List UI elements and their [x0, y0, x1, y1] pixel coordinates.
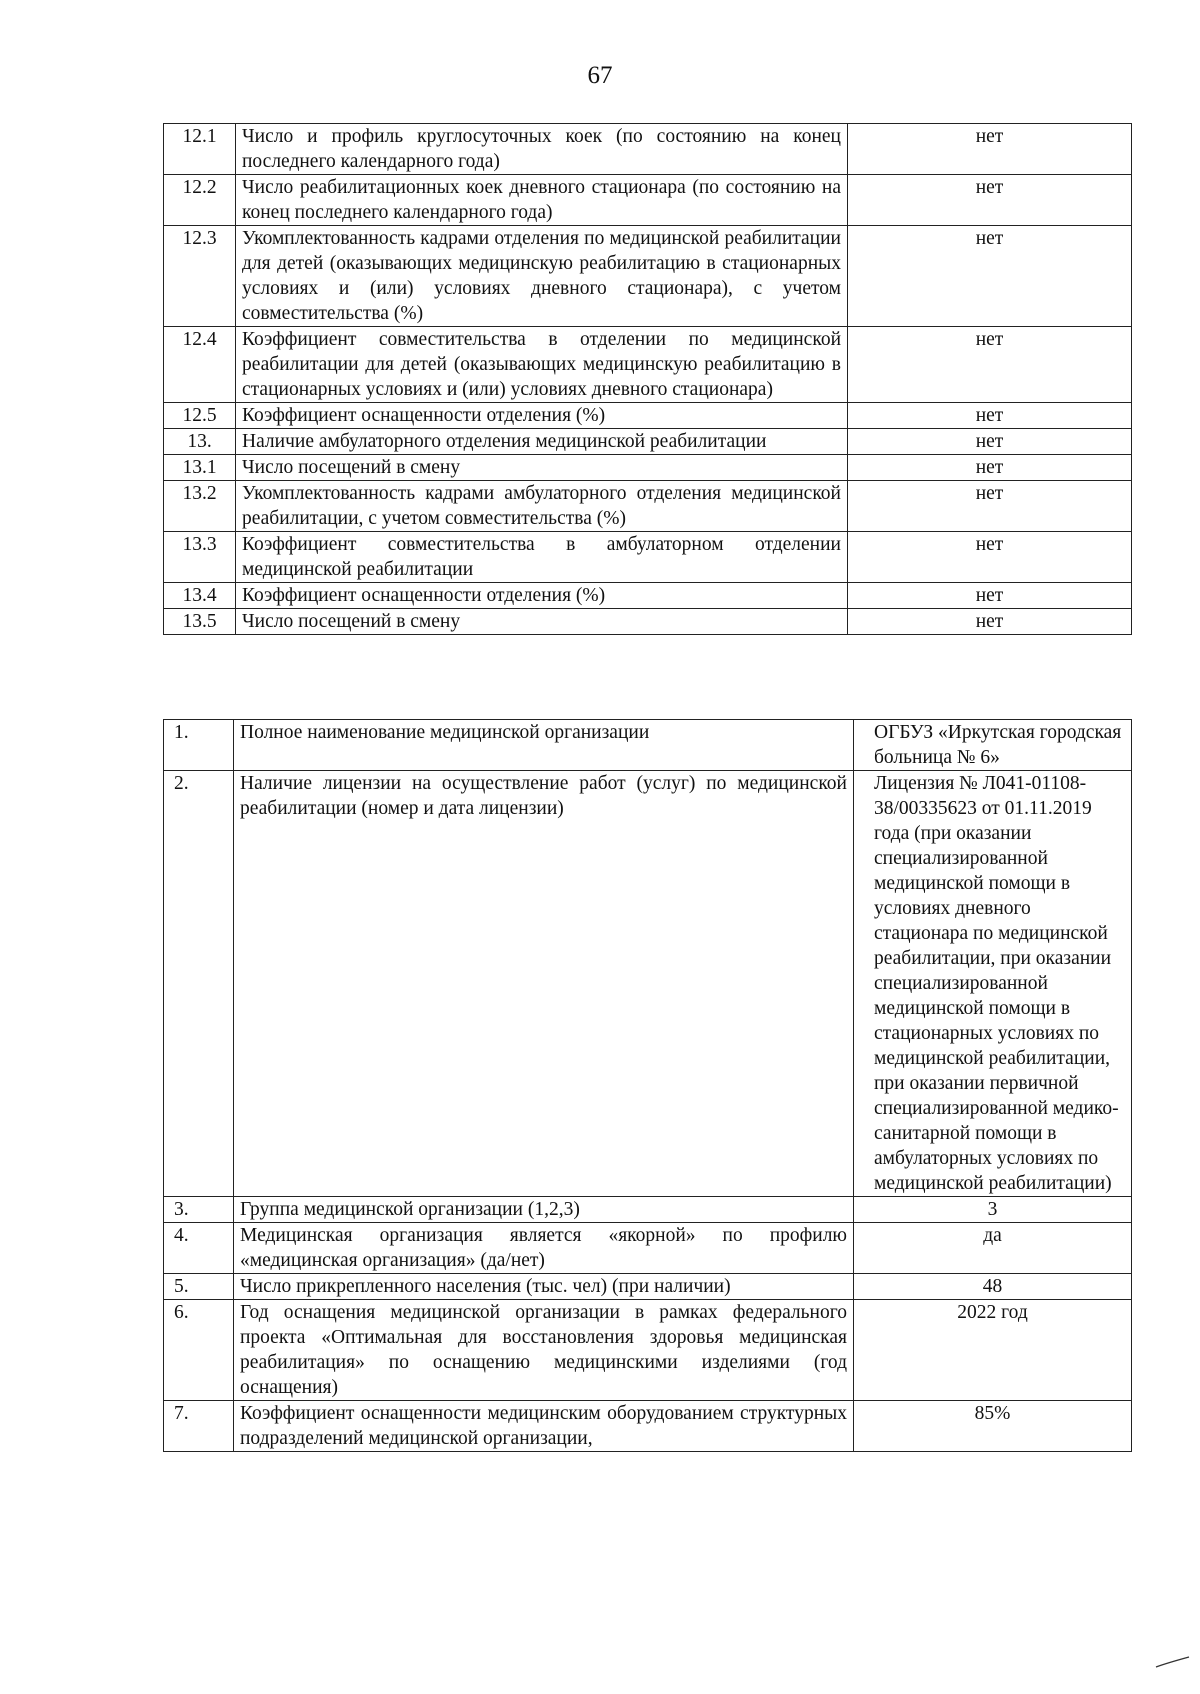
table-row: [164, 455, 1132, 481]
row-description: Число прикрепленного населения (тыс. чел) (при наличии): [234, 1274, 854, 1300]
table-row: [164, 1300, 1132, 1401]
pen-mark-decoration: [1155, 1655, 1191, 1669]
row-value: 85%: [854, 1401, 1132, 1452]
table-row: [164, 429, 1132, 455]
table-row: [164, 609, 1132, 635]
row-value: нет: [848, 583, 1132, 609]
table-row: [164, 481, 1132, 532]
row-value: нет: [848, 327, 1132, 403]
table-row: [164, 403, 1132, 429]
row-value: нет: [848, 226, 1132, 327]
row-description: Группа медицинской организации (1,2,3): [234, 1197, 854, 1223]
row-description: Коэффициент оснащенности медицинским оборудованием структурных подразделений медицинской организации,: [234, 1401, 854, 1452]
row-number: 13.4: [164, 583, 236, 609]
table-row: [164, 1197, 1132, 1223]
table-row: [164, 1274, 1132, 1300]
table-organization-info: [163, 719, 1132, 1452]
row-description: Коэффициент совместительства в амбулаторном отделении медицинской реабилитации: [236, 532, 848, 583]
table-row: [164, 175, 1132, 226]
row-value: нет: [848, 403, 1132, 429]
page-number: 67: [587, 62, 613, 89]
row-number: 12.5: [164, 403, 236, 429]
row-description: Число и профиль круглосуточных коек (по состоянию на конец последнего календарного года): [236, 124, 848, 175]
row-value: 48: [854, 1274, 1132, 1300]
row-number: 13.5: [164, 609, 236, 635]
row-number: 13.3: [164, 532, 236, 583]
row-value: 3: [854, 1197, 1132, 1223]
row-number: 12.2: [164, 175, 236, 226]
row-number: 3.: [164, 1197, 234, 1223]
table-row: [164, 583, 1132, 609]
row-value: нет: [848, 532, 1132, 583]
row-number: 13.: [164, 429, 236, 455]
table-row: [164, 771, 1132, 1197]
table-row: [164, 532, 1132, 583]
row-description: Число посещений в смену: [236, 609, 848, 635]
table-row: [164, 720, 1132, 771]
row-description: Наличие амбулаторного отделения медицинской реабилитации: [236, 429, 848, 455]
row-number: 5.: [164, 1274, 234, 1300]
row-description: Наличие лицензии на осуществление работ (услуг) по медицинской реабилитации (номер и дата лицензии): [234, 771, 854, 1197]
row-description: Коэффициент совместительства в отделении по медицинской реабилитации для детей (оказывающих медицинскую реабилитацию в стационарных условиях и (или) условиях дневного стационара): [236, 327, 848, 403]
row-number: 12.4: [164, 327, 236, 403]
row-description: Коэффициент оснащенности отделения (%): [236, 583, 848, 609]
row-value: 2022 год: [854, 1300, 1132, 1401]
row-number: 6.: [164, 1300, 234, 1401]
table-row: [164, 124, 1132, 175]
row-number: 2.: [164, 771, 234, 1197]
row-value: нет: [848, 609, 1132, 635]
row-description: Год оснащения медицинской организации в рамках федерального проекта «Оптимальная для восстановления здоровья медицинская реабилитация» по оснащению медицинскими изделиями (год оснащения): [234, 1300, 854, 1401]
row-value: да: [854, 1223, 1132, 1274]
row-description: Число реабилитационных коек дневного стационара (по состоянию на конец последнего календарного года): [236, 175, 848, 226]
row-value: нет: [848, 429, 1132, 455]
row-value: ОГБУЗ «Иркутская городская больница № 6»: [854, 720, 1132, 771]
row-description: Укомплектованность кадрами отделения по медицинской реабилитации для детей (оказывающих медицинскую реабилитацию в стационарных условиях и (или) условиях дневного стационара), с учетом совместительства (%): [236, 226, 848, 327]
table-row: [164, 1223, 1132, 1274]
row-description: Медицинская организация является «якорной» по профилю «медицинская организация» (да/нет): [234, 1223, 854, 1274]
row-value: нет: [848, 175, 1132, 226]
row-number: 13.1: [164, 455, 236, 481]
row-number: 1.: [164, 720, 234, 771]
row-number: 12.3: [164, 226, 236, 327]
row-value: нет: [848, 455, 1132, 481]
table-row: [164, 327, 1132, 403]
row-description: Число посещений в смену: [236, 455, 848, 481]
row-number: 13.2: [164, 481, 236, 532]
row-number: 12.1: [164, 124, 236, 175]
row-value: нет: [848, 124, 1132, 175]
row-description: Укомплектованность кадрами амбулаторного отделения медицинской реабилитации, с учетом совместительства (%): [236, 481, 848, 532]
table-rehab-departments: [163, 123, 1132, 635]
row-value: Лицензия № Л041-01108-38/00335623 от 01.11.2019 года (при оказании специализированной медицинской помощи в условиях дневного стационара по медицинской реабилитации, при оказании специализированной медицинской помощи в стационарных условиях по медицинской реабилитации, при оказании первичной специализированной медико-санитарной помощи в амбулаторных условиях по медицинской реабилитации): [854, 771, 1132, 1197]
table-row: [164, 1401, 1132, 1452]
table-row: [164, 226, 1132, 327]
row-description: Полное наименование медицинской организации: [234, 720, 854, 771]
row-description: Коэффициент оснащенности отделения (%): [236, 403, 848, 429]
row-number: 4.: [164, 1223, 234, 1274]
row-number: 7.: [164, 1401, 234, 1452]
row-value: нет: [848, 481, 1132, 532]
